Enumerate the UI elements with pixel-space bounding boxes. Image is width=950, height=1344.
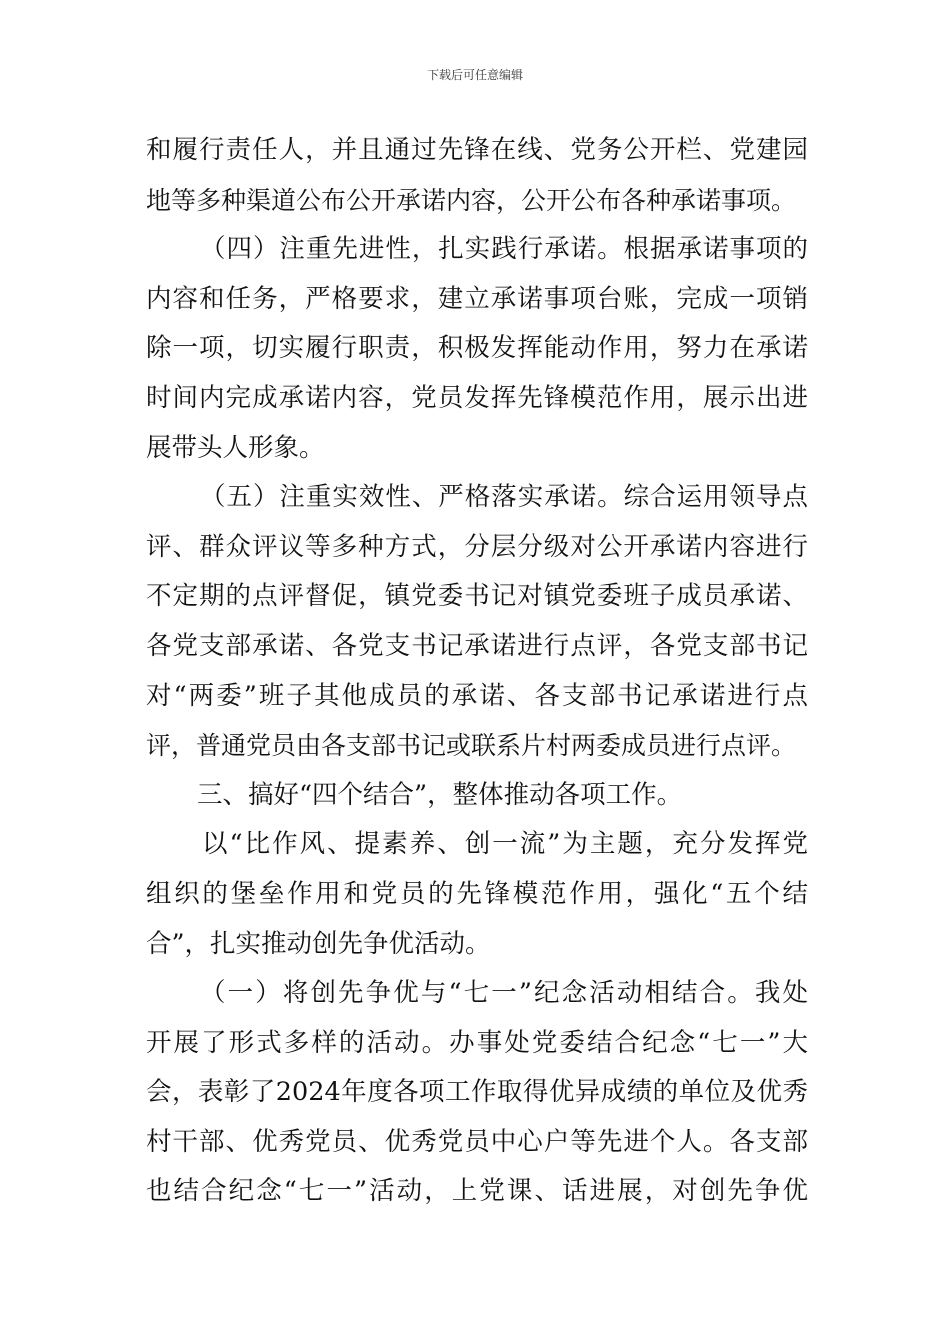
text-line: 展带头人形象。 [146, 432, 325, 463]
text-line: 地等多种渠道公布公开承诺内容，公开公布各种承诺事项。 [146, 185, 797, 215]
text-line: 时间内完成承诺内容，党员发挥先锋模范作用，展示出进 [146, 382, 808, 413]
text-line: 也结合纪念“七一”活动，上党课、话进展，对创先争优 [146, 1176, 808, 1207]
text-line: 组织的堡垒作用和党员的先锋模范作用，强化“五个结 [146, 878, 808, 909]
text-line: 村干部、优秀党员、优秀党员中心户等先进个人。各支部 [146, 1126, 808, 1157]
text-line: 评，普通党员由各支部书记或联系片村两委成员进行点评。 [146, 731, 797, 761]
text-line: 除一项，切实履行职责，积极发挥能动作用，努力在承诺 [146, 333, 808, 364]
text-line: 评、群众评议等多种方式，分层分级对公开承诺内容进行 [146, 531, 808, 562]
text-line: 合”，扎实推动创先争优活动。 [146, 928, 491, 959]
text-line: （一）将创先争优与“七一”纪念活动相结合。我处 [200, 978, 808, 1009]
text-line: 内容和任务，严格要求，建立承诺事项台账，完成一项销 [146, 283, 808, 314]
text-line: （四）注重先进性，扎实践行承诺。根据承诺事项的 [200, 234, 808, 265]
text-line: （五）注重实效性、严格落实承诺。综合运用领导点 [200, 482, 808, 513]
section-heading: 三、搞好“四个结合”，整体推动各项工作。 [197, 779, 683, 810]
page-header: 下载后可任意编辑 [426, 68, 523, 82]
text-line: 开展了形式多样的活动。办事处党委结合纪念“七一”大 [146, 1027, 808, 1058]
text-line: 各党支部承诺、各党支书记承诺进行点评，各党支部书记 [146, 630, 808, 661]
text-line: 不定期的点评督促，镇党委书记对镇党委班子成员承诺、 [146, 581, 808, 612]
text-line: 对“两委”班子其他成员的承诺、各支部书记承诺进行点 [146, 680, 808, 711]
text-line: 以“比作风、提素养、创一流”为主题，充分发挥党 [202, 829, 808, 860]
text-line: 会，表彰了2024年度各项工作取得优异成绩的单位及优秀 [146, 1077, 808, 1108]
text-line: 和履行责任人，并且通过先锋在线、党务公开栏、党建园 [146, 135, 808, 165]
document-body [146, 126, 808, 1217]
